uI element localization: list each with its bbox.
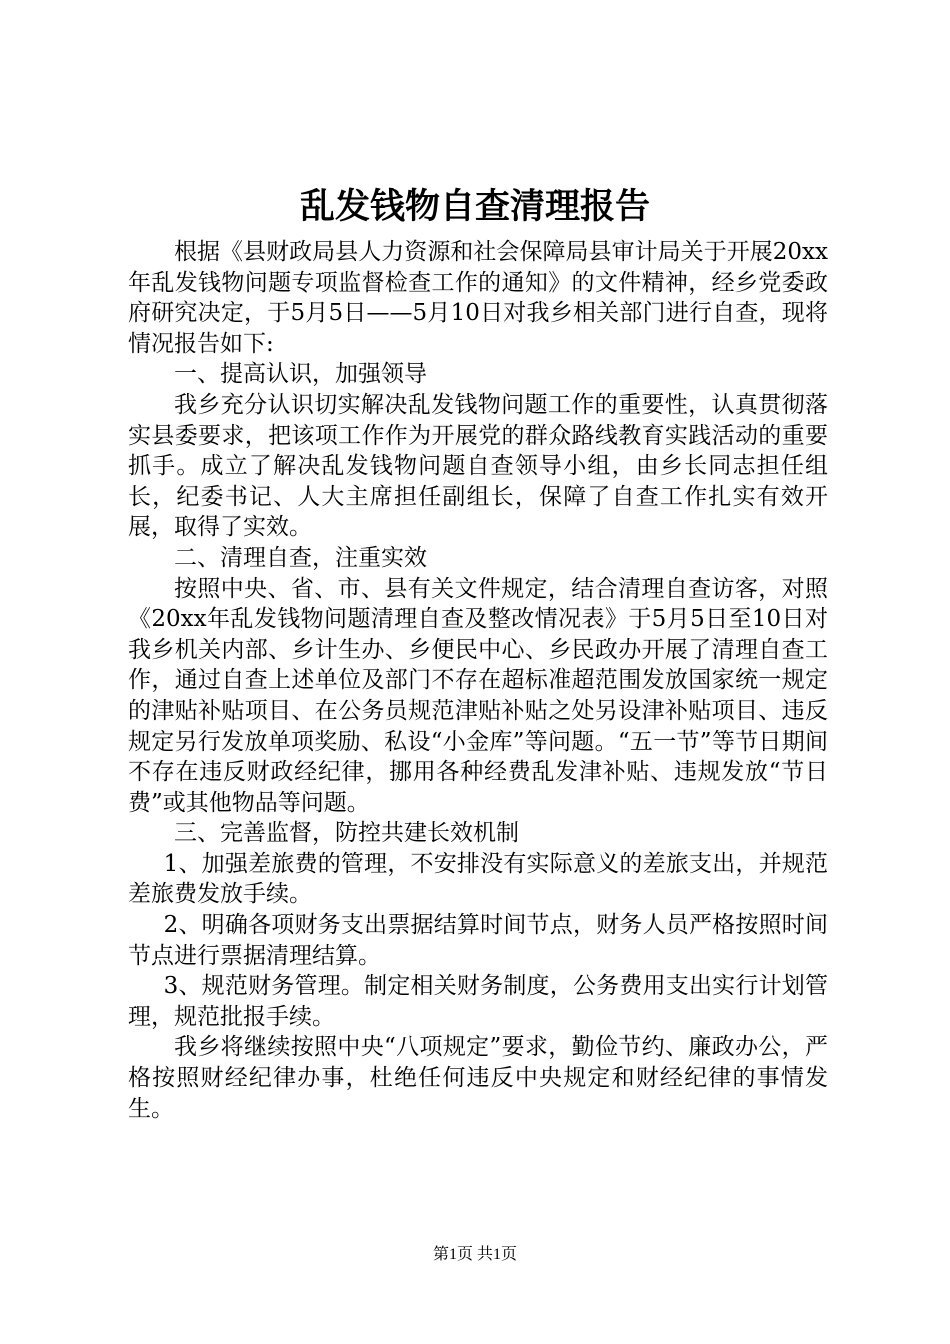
document-body: [128, 237, 828, 1124]
measure-item-1: 1、加强差旅费的管理，不安排没有实际意义的差旅支出，并规范差旅费发放手续。: [128, 850, 828, 908]
section-2-paragraph: 按照中央、省、市、县有关文件规定，结合清理自查访客，对照《20xx年乱发钱物问题清理自查及整改情况表》于5月5日至10日对我乡机关内部、乡计生办、乡便民中心、乡民政办开展了清理自查工作，通过自查上述单位及部门不存在超标准超范围发放国家统一规定的津贴补贴项目、在公务员规范津贴补贴之处另设津补贴项目、违反规定另行发放单项奖励、私设“小金库”等问题。“五一节”等节日期间不存在违反财政经纪律，挪用各种经费乱发津补贴、违规发放“节日费”或其他物品等问题。: [128, 575, 828, 816]
document-title: 乱发钱物自查清理报告: [299, 187, 650, 227]
closing-paragraph: 我乡将继续按照中央“八项规定”要求，勤俭节约、廉政办公，严格按照财经纪律办事，杜绝任何违反中央规定和财经纪律的事情发生。: [128, 1034, 828, 1122]
section-heading-3: 三、完善监督，防控共建长效机制: [174, 820, 519, 847]
intro-paragraph: 根据《县财政局县人力资源和社会保障局县审计局关于开展20xx年乱发钱物问题专项监督检查工作的通知》的文件精神，经乡党委政府研究决定，于5月5日——5月10日对我乡相关部门进行自查，现将情况报告如下:: [128, 239, 828, 357]
section-heading-1: 一、提高认识，加强领导: [174, 361, 427, 388]
page-footer: 第1页 共1页: [432, 1246, 517, 1263]
measure-item-3: 3、规范财务管理。制定相关财务制度，公务费用支出实行计划管理，规范批报手续。: [128, 973, 828, 1030]
measure-item-2: 2、明确各项财务支出票据结算时间节点，财务人员严格按照时间节点进行票据清理结算。: [128, 912, 828, 969]
section-1-paragraph: 我乡充分认识切实解决乱发钱物问题工作的重要性，认真贯彻落实县委要求，把该项工作作为开展党的群众路线教育实践活动的重要抓手。成立了解决乱发钱物问题自查领导小组，由乡长同志担任组长，纪委书记、人大主席担任副组长，保障了自查工作扎实有效开展，取得了实效。: [128, 391, 828, 541]
section-heading-2: 二、清理自查，注重实效: [174, 544, 427, 571]
